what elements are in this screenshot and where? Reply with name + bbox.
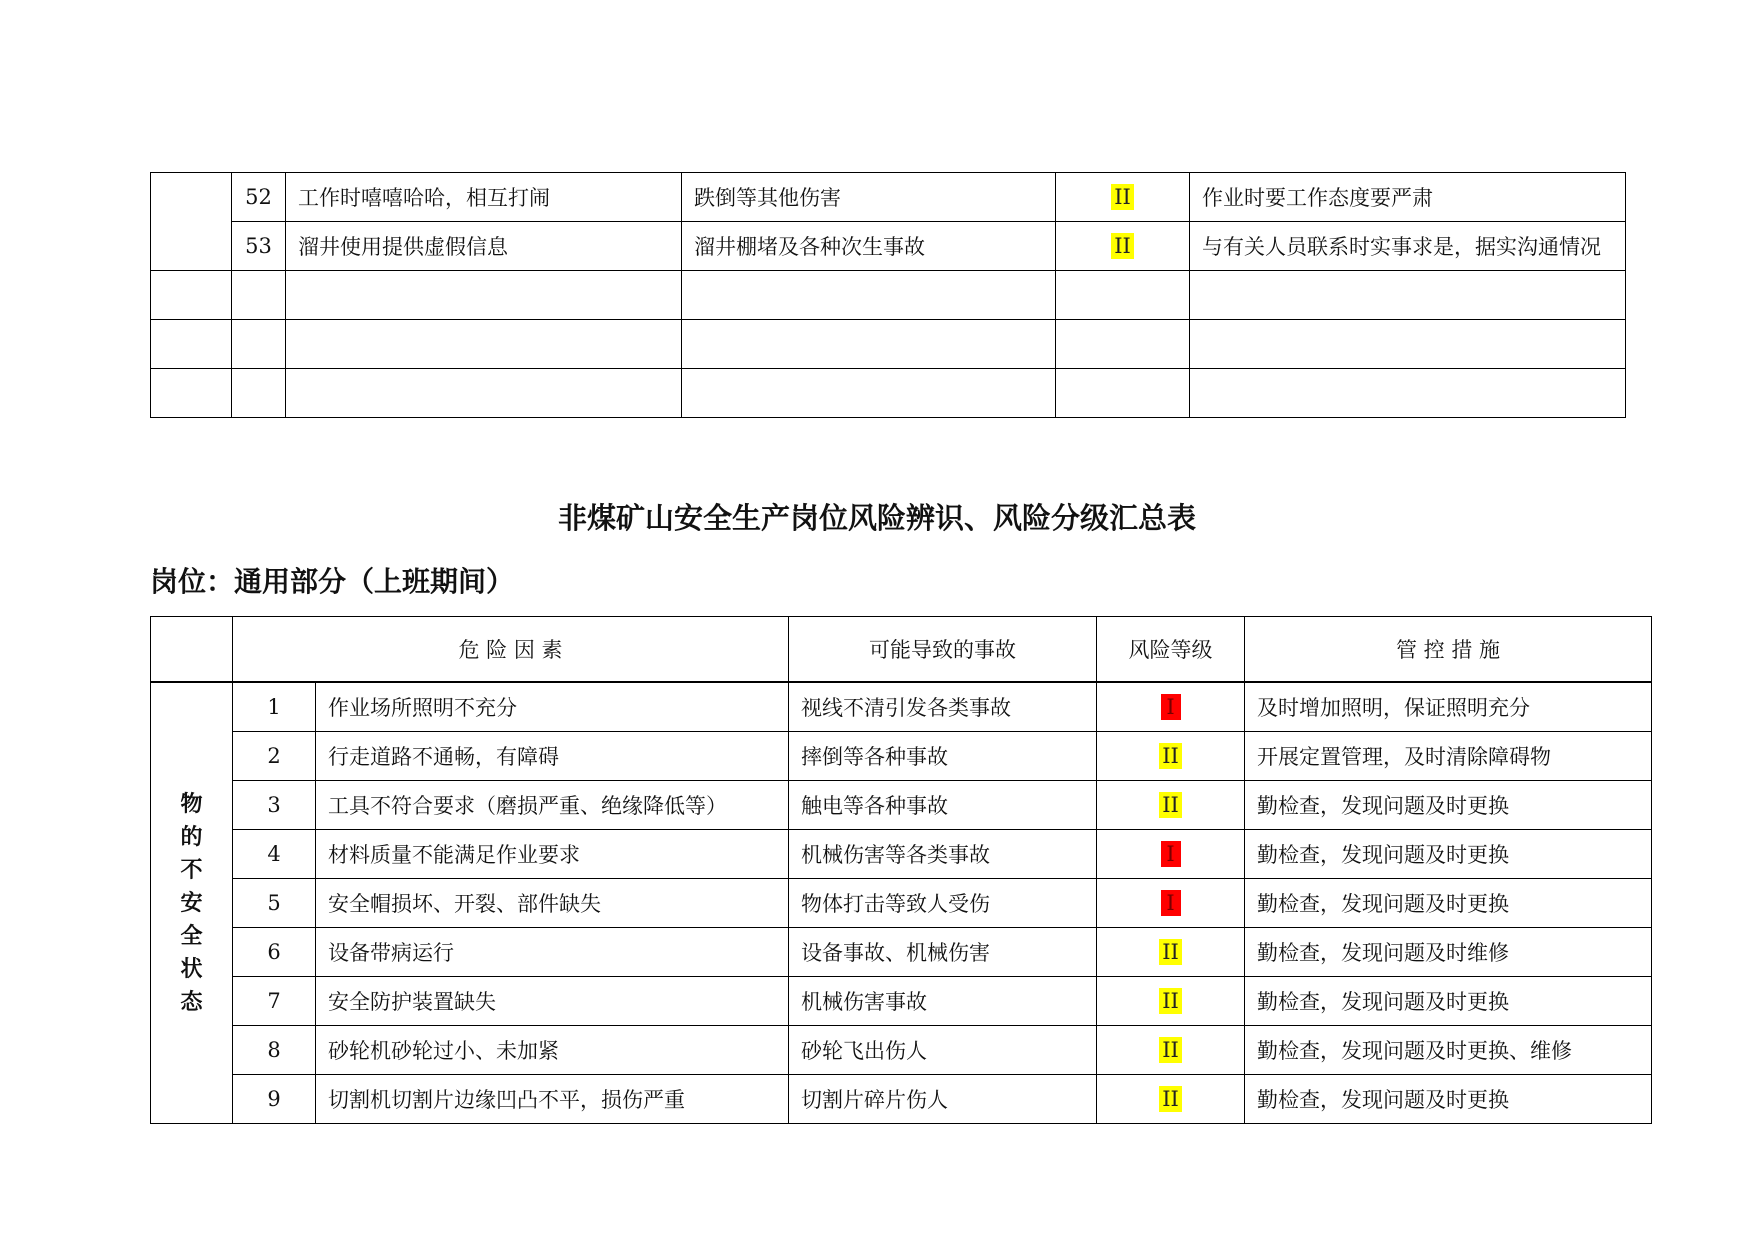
- header-control: 管 控 措 施: [1245, 617, 1652, 683]
- header-risk-level: 风险等级: [1097, 617, 1245, 683]
- control-cell: 及时增加照明，保证照明充分: [1245, 682, 1652, 732]
- empty-row: [151, 369, 1626, 418]
- header-hazard: 危 险 因 素: [233, 617, 789, 683]
- empty-row: [151, 271, 1626, 320]
- control-cell: 勤检查，发现问题及时更换: [1245, 977, 1652, 1026]
- risk-level-badge: II: [1111, 233, 1134, 259]
- row-number: 4: [233, 830, 316, 879]
- risk-level-cell: [1097, 732, 1245, 781]
- empty-row: [151, 320, 1626, 369]
- risk-level-cell: [1056, 173, 1190, 222]
- risk-level-badge: II: [1159, 743, 1182, 769]
- risk-level-badge: II: [1159, 988, 1182, 1014]
- table-row: [151, 781, 1652, 830]
- row-number: 1: [233, 682, 316, 732]
- risk-summary-table: [150, 616, 1652, 1124]
- control-cell: 勤检查，发现问题及时更换: [1245, 830, 1652, 879]
- accident-cell: 视线不清引发各类事故: [789, 682, 1097, 732]
- accident-cell: 机械伤害事故: [789, 977, 1097, 1026]
- table-row: [151, 1075, 1652, 1124]
- hazard-cell: 砂轮机砂轮过小、未加紧: [316, 1026, 789, 1075]
- accident-cell: 物体打击等致人受伤: [789, 879, 1097, 928]
- risk-table-continuation: [150, 172, 1626, 418]
- accident-cell: 溜井棚堵及各种次生事故: [682, 222, 1056, 271]
- control-cell: 勤检查，发现问题及时更换: [1245, 1075, 1652, 1124]
- risk-level-badge: II: [1159, 939, 1182, 965]
- risk-level-badge: II: [1159, 792, 1182, 818]
- accident-cell: 砂轮飞出伤人: [789, 1026, 1097, 1075]
- table-row: [151, 1026, 1652, 1075]
- control-cell: 勤检查，发现问题及时维修: [1245, 928, 1652, 977]
- risk-level-badge: I: [1161, 694, 1181, 720]
- hazard-cell: 行走道路不通畅，有障碍: [316, 732, 789, 781]
- risk-level-cell: [1097, 879, 1245, 928]
- accident-cell: 设备事故、机械伤害: [789, 928, 1097, 977]
- hazard-cell: 安全防护装置缺失: [316, 977, 789, 1026]
- hazard-cell: 作业场所照明不充分: [316, 682, 789, 732]
- row-number: 53: [232, 222, 286, 271]
- accident-cell: 切割片碎片伤人: [789, 1075, 1097, 1124]
- table-row: [151, 732, 1652, 781]
- hazard-cell: 材料质量不能满足作业要求: [316, 830, 789, 879]
- table-row: [151, 977, 1652, 1026]
- accident-cell: 机械伤害等各类事故: [789, 830, 1097, 879]
- risk-level-badge: II: [1159, 1037, 1182, 1063]
- hazard-cell: 安全帽损坏、开裂、部件缺失: [316, 879, 789, 928]
- row-number: 7: [233, 977, 316, 1026]
- hazard-cell: 工具不符合要求（磨损严重、绝缘降低等）: [316, 781, 789, 830]
- row-number: 8: [233, 1026, 316, 1075]
- header-accident: 可能导致的事故: [789, 617, 1097, 683]
- header-category: [151, 617, 233, 683]
- control-cell: 与有关人员联系时实事求是，据实沟通情况: [1190, 222, 1626, 271]
- category-label: 物 的 不 安 全 状 态: [151, 682, 233, 1124]
- control-cell: 勤检查，发现问题及时更换、维修: [1245, 1026, 1652, 1075]
- table-row: [151, 928, 1652, 977]
- hazard-cell: 工作时嘻嘻哈哈，相互打闹: [286, 173, 682, 222]
- accident-cell: 触电等各种事故: [789, 781, 1097, 830]
- row-number: 6: [233, 928, 316, 977]
- table-row: [151, 879, 1652, 928]
- table-row: [151, 682, 1652, 732]
- accident-cell: 跌倒等其他伤害: [682, 173, 1056, 222]
- risk-level-cell: [1056, 222, 1190, 271]
- row-number: 2: [233, 732, 316, 781]
- risk-level-cell: [1097, 781, 1245, 830]
- risk-level-cell: [1097, 1075, 1245, 1124]
- risk-level-cell: [1097, 1026, 1245, 1075]
- hazard-cell: 设备带病运行: [316, 928, 789, 977]
- row-number: 5: [233, 879, 316, 928]
- table-row: [151, 173, 1626, 222]
- risk-level-cell: [1097, 830, 1245, 879]
- row-number: 52: [232, 173, 286, 222]
- document-title: 非煤矿山安全生产岗位风险辨识、风险分级汇总表: [557, 501, 1196, 535]
- hazard-cell: 溜井使用提供虚假信息: [286, 222, 682, 271]
- risk-level-badge: I: [1161, 841, 1181, 867]
- risk-level-cell: [1097, 682, 1245, 732]
- control-cell: 勤检查，发现问题及时更换: [1245, 879, 1652, 928]
- risk-level-cell: [1097, 928, 1245, 977]
- table-row: [151, 830, 1652, 879]
- hazard-cell: 切割机切割片边缘凹凸不平，损伤严重: [316, 1075, 789, 1124]
- table-header-row: [151, 617, 1652, 683]
- risk-level-cell: [1097, 977, 1245, 1026]
- post-label: 岗位：通用部分（上班期间）: [150, 565, 515, 598]
- risk-level-badge: II: [1111, 184, 1134, 210]
- accident-cell: 摔倒等各种事故: [789, 732, 1097, 781]
- control-cell: 勤检查，发现问题及时更换: [1245, 781, 1652, 830]
- category-cell: [151, 173, 232, 271]
- row-number: 9: [233, 1075, 316, 1124]
- control-cell: 开展定置管理，及时清除障碍物: [1245, 732, 1652, 781]
- risk-level-badge: I: [1161, 890, 1181, 916]
- risk-level-badge: II: [1159, 1086, 1182, 1112]
- row-number: 3: [233, 781, 316, 830]
- table-row: [151, 222, 1626, 271]
- control-cell: 作业时要工作态度要严肃: [1190, 173, 1626, 222]
